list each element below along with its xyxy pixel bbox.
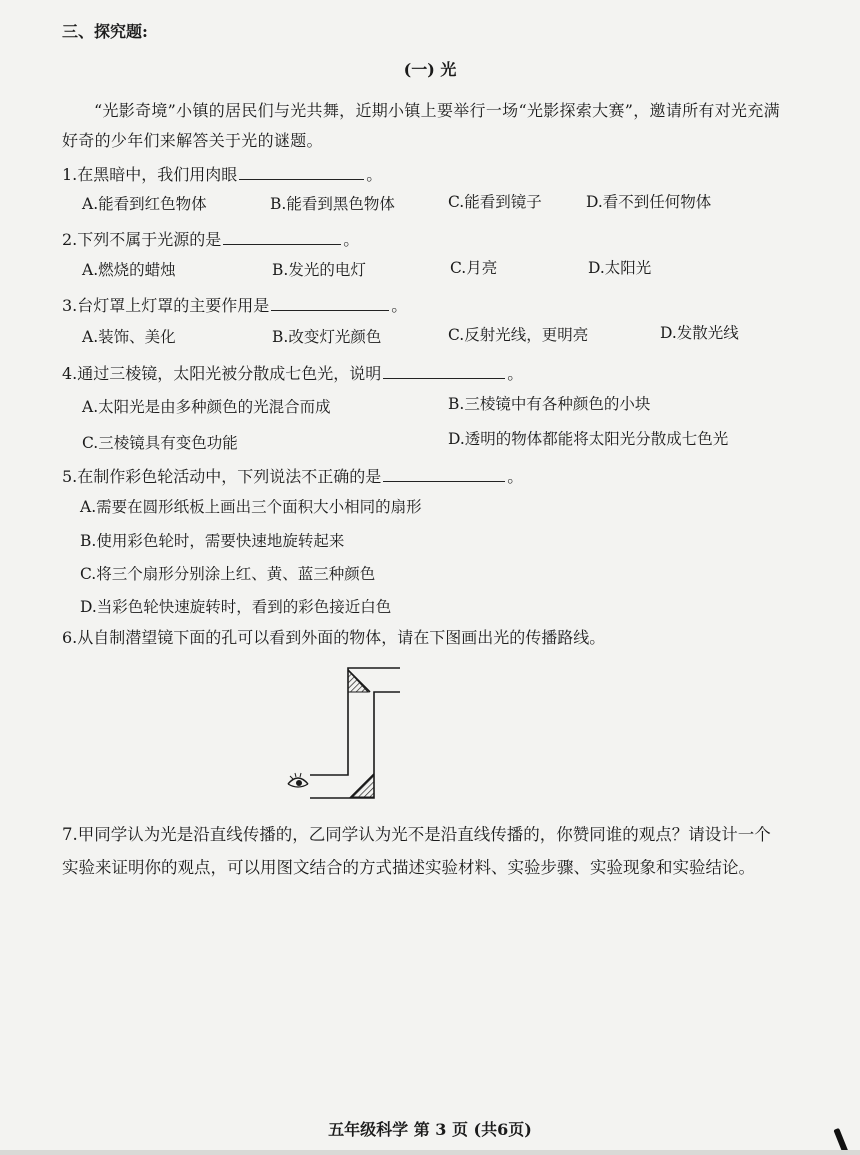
question-3-option-b: B.改变灯光颜色 — [272, 328, 382, 346]
question-1-option-c: C.能看到镜子 — [448, 193, 542, 211]
question-4-option-b: B.三棱镜中有各种颜色的小块 — [448, 395, 651, 413]
question-5-stem — [62, 465, 523, 487]
page-footer: 五年级科学 第 3 页 (共6页) — [328, 1120, 532, 1139]
question-5-option-b: B.使用彩色轮时，需要快速地旋转起来 — [80, 532, 345, 550]
question-4-option-d: D.透明的物体都能将太阳光分散成七色光 — [448, 430, 729, 448]
question-5-option-c: C.将三个扇形分别涂上红、黄、蓝三种颜色 — [80, 565, 376, 583]
question-7-stem: 7.甲同学认为光是沿直线传播的，乙同学认为光不是沿直线传播的，你赞同谁的观点？请设计一个实验来证明你的观点，可以用图文结合的方式描述实验材料、实验步骤、实验现象和实验结论。 — [62, 825, 771, 877]
question-1-end: 。 — [366, 165, 383, 184]
question-4-end: 。 — [507, 364, 524, 383]
question-2-text: 2.下列不属于光源的是 — [62, 230, 222, 249]
question-1-stem — [62, 163, 382, 185]
question-1-option-a: A.能看到红色物体 — [82, 195, 207, 213]
intro-paragraph: “光影奇境”小镇的居民们与光共舞，近期小镇上要举行一场“光影探索大赛”，邀请所有对光充满好奇的少年们来解答关于光的谜题。 — [62, 101, 780, 150]
question-3-text: 3.台灯罩上灯罩的主要作用是 — [62, 296, 270, 315]
question-5-end: 。 — [507, 467, 524, 486]
question-6-stem: 6.从自制潜望镜下面的孔可以看到外面的物体，请在下图画出光的传播路线。 — [62, 628, 606, 647]
question-4-option-c: C.三棱镜具有变色功能 — [82, 434, 238, 452]
question-3-end: 。 — [391, 296, 408, 315]
section-heading: 三、探究题: — [62, 22, 148, 41]
question-2-option-a: A.燃烧的蜡烛 — [82, 261, 176, 279]
answer-blank[interactable] — [239, 163, 364, 180]
question-4-stem — [62, 362, 523, 384]
question-1-text: 1.在黑暗中，我们用肉眼 — [62, 165, 238, 184]
answer-blank[interactable] — [383, 465, 505, 482]
question-5-option-a: A.需要在圆形纸板上画出三个面积大小相同的扇形 — [80, 498, 422, 516]
question-2-option-d: D.太阳光 — [588, 259, 652, 277]
eye-icon — [288, 773, 308, 787]
question-1-option-b: B.能看到黑色物体 — [270, 195, 395, 213]
question-4-option-a: A.太阳光是由多种颜色的光混合而成 — [82, 398, 331, 416]
answer-blank[interactable] — [383, 362, 505, 379]
question-3-option-c: C.反射光线，更明亮 — [448, 326, 589, 344]
question-2-end: 。 — [343, 230, 360, 249]
periscope-diagram[interactable] — [280, 660, 420, 805]
question-4-text: 4.通过三棱镜，太阳光被分散成七色光，说明 — [62, 364, 382, 383]
scan-edge — [0, 1150, 860, 1155]
question-2-stem — [62, 228, 359, 250]
question-2-option-b: B.发光的电灯 — [272, 261, 366, 279]
question-5-text: 5.在制作彩色轮活动中，下列说法不正确的是 — [62, 467, 382, 486]
answer-blank[interactable] — [271, 294, 389, 311]
question-5-option-d: D.当彩色轮快速旋转时，看到的彩色接近白色 — [80, 598, 392, 616]
question-3-option-a: A.装饰、美化 — [82, 328, 176, 346]
question-3-option-d: D.发散光线 — [660, 324, 739, 342]
sub-heading: (一) 光 — [403, 60, 457, 79]
question-2-option-c: C.月亮 — [450, 259, 498, 277]
question-3-stem — [62, 294, 407, 316]
periscope-inner-wall — [310, 692, 400, 798]
question-1-option-d: D.看不到任何物体 — [586, 193, 712, 211]
answer-blank[interactable] — [223, 228, 341, 245]
